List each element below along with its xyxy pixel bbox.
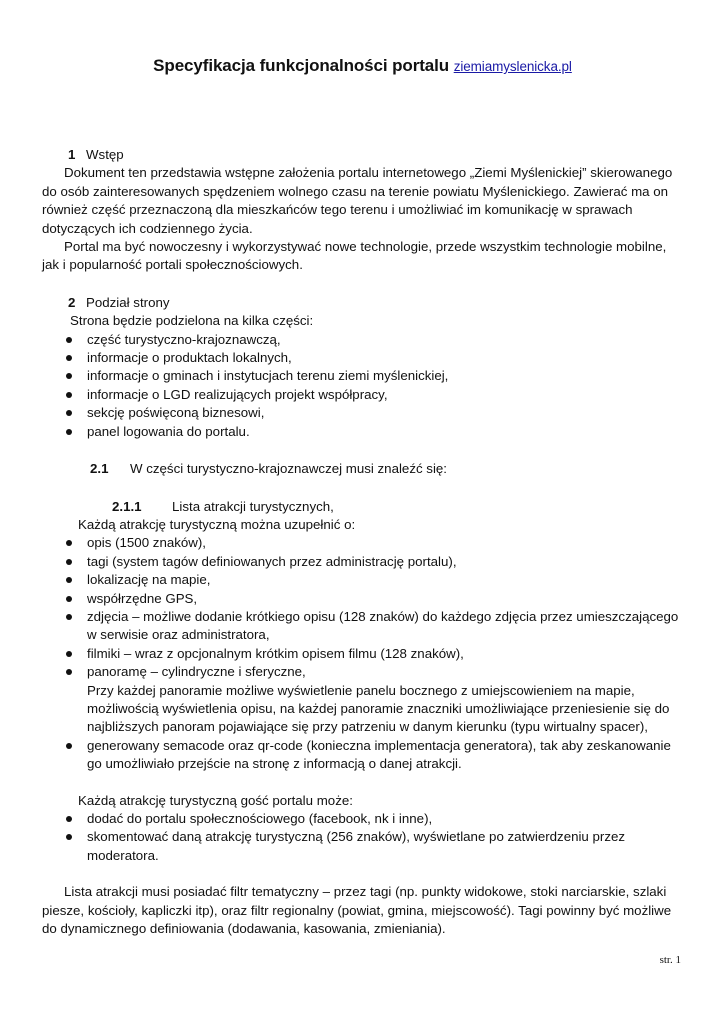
section-1-paragraph-1: Dokument ten przedstawia wstępne założenia portalu internetowego „Ziemi Myślenickiej” skierowanego do osób zainteresowanych spędzeniem wolnego czasu na terenie powiatu Myślenickiego. Zawierać ma on również część przeznaczoną dla mieszkańców tego terenu i umożliwiać im komunikację w sprawach dotyczących ich codziennego życia. (42, 165, 673, 236)
list-item: część turystyczno-krajoznawczą, (42, 331, 682, 349)
panorama-note: Przy każdej panoramie możliwe wyświetlenie panelu bocznego z umiejscowieniem na mapie, możliwością wyświetlenia opisu, na każdej panoramie znaczniki umożliwiające przeniesienie się do najbliższych panoram pojawiające się przy patrzeniu w danym kierunku (typu wirtualny spacer), (87, 682, 670, 735)
attraction-intro: Każdą atrakcję turystyczną można uzupełnić o: (78, 516, 356, 532)
section-number: 2 (68, 294, 76, 310)
list-item: filmiki – wraz z opcjonalnym krótkim opisem filmu (128 znaków), (42, 645, 682, 663)
section-number: 2.1.1 (112, 498, 142, 514)
list-item: sekcję poświęconą biznesowi, (42, 404, 682, 422)
list-item: dodać do portalu społecznościowego (facebook, nk i inne), (42, 810, 682, 828)
page-title (0, 57, 725, 76)
list-item (42, 663, 682, 737)
portal-link[interactable]: ziemiamyslenicka.pl (453, 59, 572, 74)
section-1-paragraph-2: Portal ma być nowoczesny i wykorzystywać nowe technologie, przede wszystkim technologie mobilne, jak i popularność portali społecznościowych. (42, 239, 667, 273)
filter-paragraph: Lista atrakcji musi posiadać filtr tematyczny – przez tagi (np. punkty widokowe, stoki narciarskie, szlaki piesze, kościoły, kapliczki itp), oraz filtr regionalny (powiat, gmina, miejscowość). Tagi powinny być możliwe do dynamicznego definiowania (dodawania, kasowania, zmieniania). (42, 884, 672, 937)
section-2-heading (42, 294, 682, 312)
list-item: informacje o produktach lokalnych, (42, 349, 682, 367)
guest-actions-list (42, 810, 682, 865)
section-2-1-1-heading (42, 498, 682, 516)
list-item: informacje o gminach i instytucjach terenu ziemi myślenickiej, (42, 367, 682, 385)
document-body (42, 146, 682, 938)
attraction-fields-list (42, 534, 682, 773)
section-title: Podział strony (86, 294, 170, 310)
list-item: opis (1500 znaków), (42, 534, 682, 552)
section-1-heading (42, 146, 682, 164)
list-item: skomentować daną atrakcję turystyczną (256 znaków), wyświetlane po zatwierdzeniu przez moderatora. (42, 828, 682, 865)
panorama-item: panoramę – cylindryczne i sferyczne, (87, 664, 306, 680)
section-2-list (42, 331, 682, 441)
section-title: W części turystyczno-krajoznawczej musi znaleźć się: (130, 461, 447, 477)
list-item: informacje o LGD realizujących projekt współpracy, (42, 386, 682, 404)
section-number: 2.1 (90, 461, 109, 477)
page-number: str. 1 (659, 954, 681, 966)
list-item: zdjęcia – możliwe dodanie krótkiego opisu (128 znaków) do każdego zdjęcia przez umieszczającego w serwisie oraz administratora, (42, 608, 682, 645)
list-item: generowany semacode oraz qr-code (konieczna implementacja generatora), tak aby zeskanowanie go umożliwiało przejście na stronę z informacją o danej atrakcji. (42, 737, 682, 774)
section-number: 1 (68, 147, 76, 162)
section-title: Wstęp (86, 147, 124, 162)
list-item: współrzędne GPS, (42, 590, 682, 608)
list-item: tagi (system tagów definiowanych przez administrację portalu), (42, 553, 682, 571)
section-2-1-heading (42, 460, 682, 478)
guest-intro: Każdą atrakcję turystyczną gość portalu może: (78, 792, 353, 808)
list-item: panel logowania do portalu. (42, 423, 682, 441)
title-text: Specyfikacja funkcjonalności portalu (153, 56, 450, 75)
list-item: lokalizację na mapie, (42, 571, 682, 589)
section-title: Lista atrakcji turystycznych, (172, 498, 334, 514)
section-2-intro: Strona będzie podzielona na kilka części: (70, 313, 314, 329)
